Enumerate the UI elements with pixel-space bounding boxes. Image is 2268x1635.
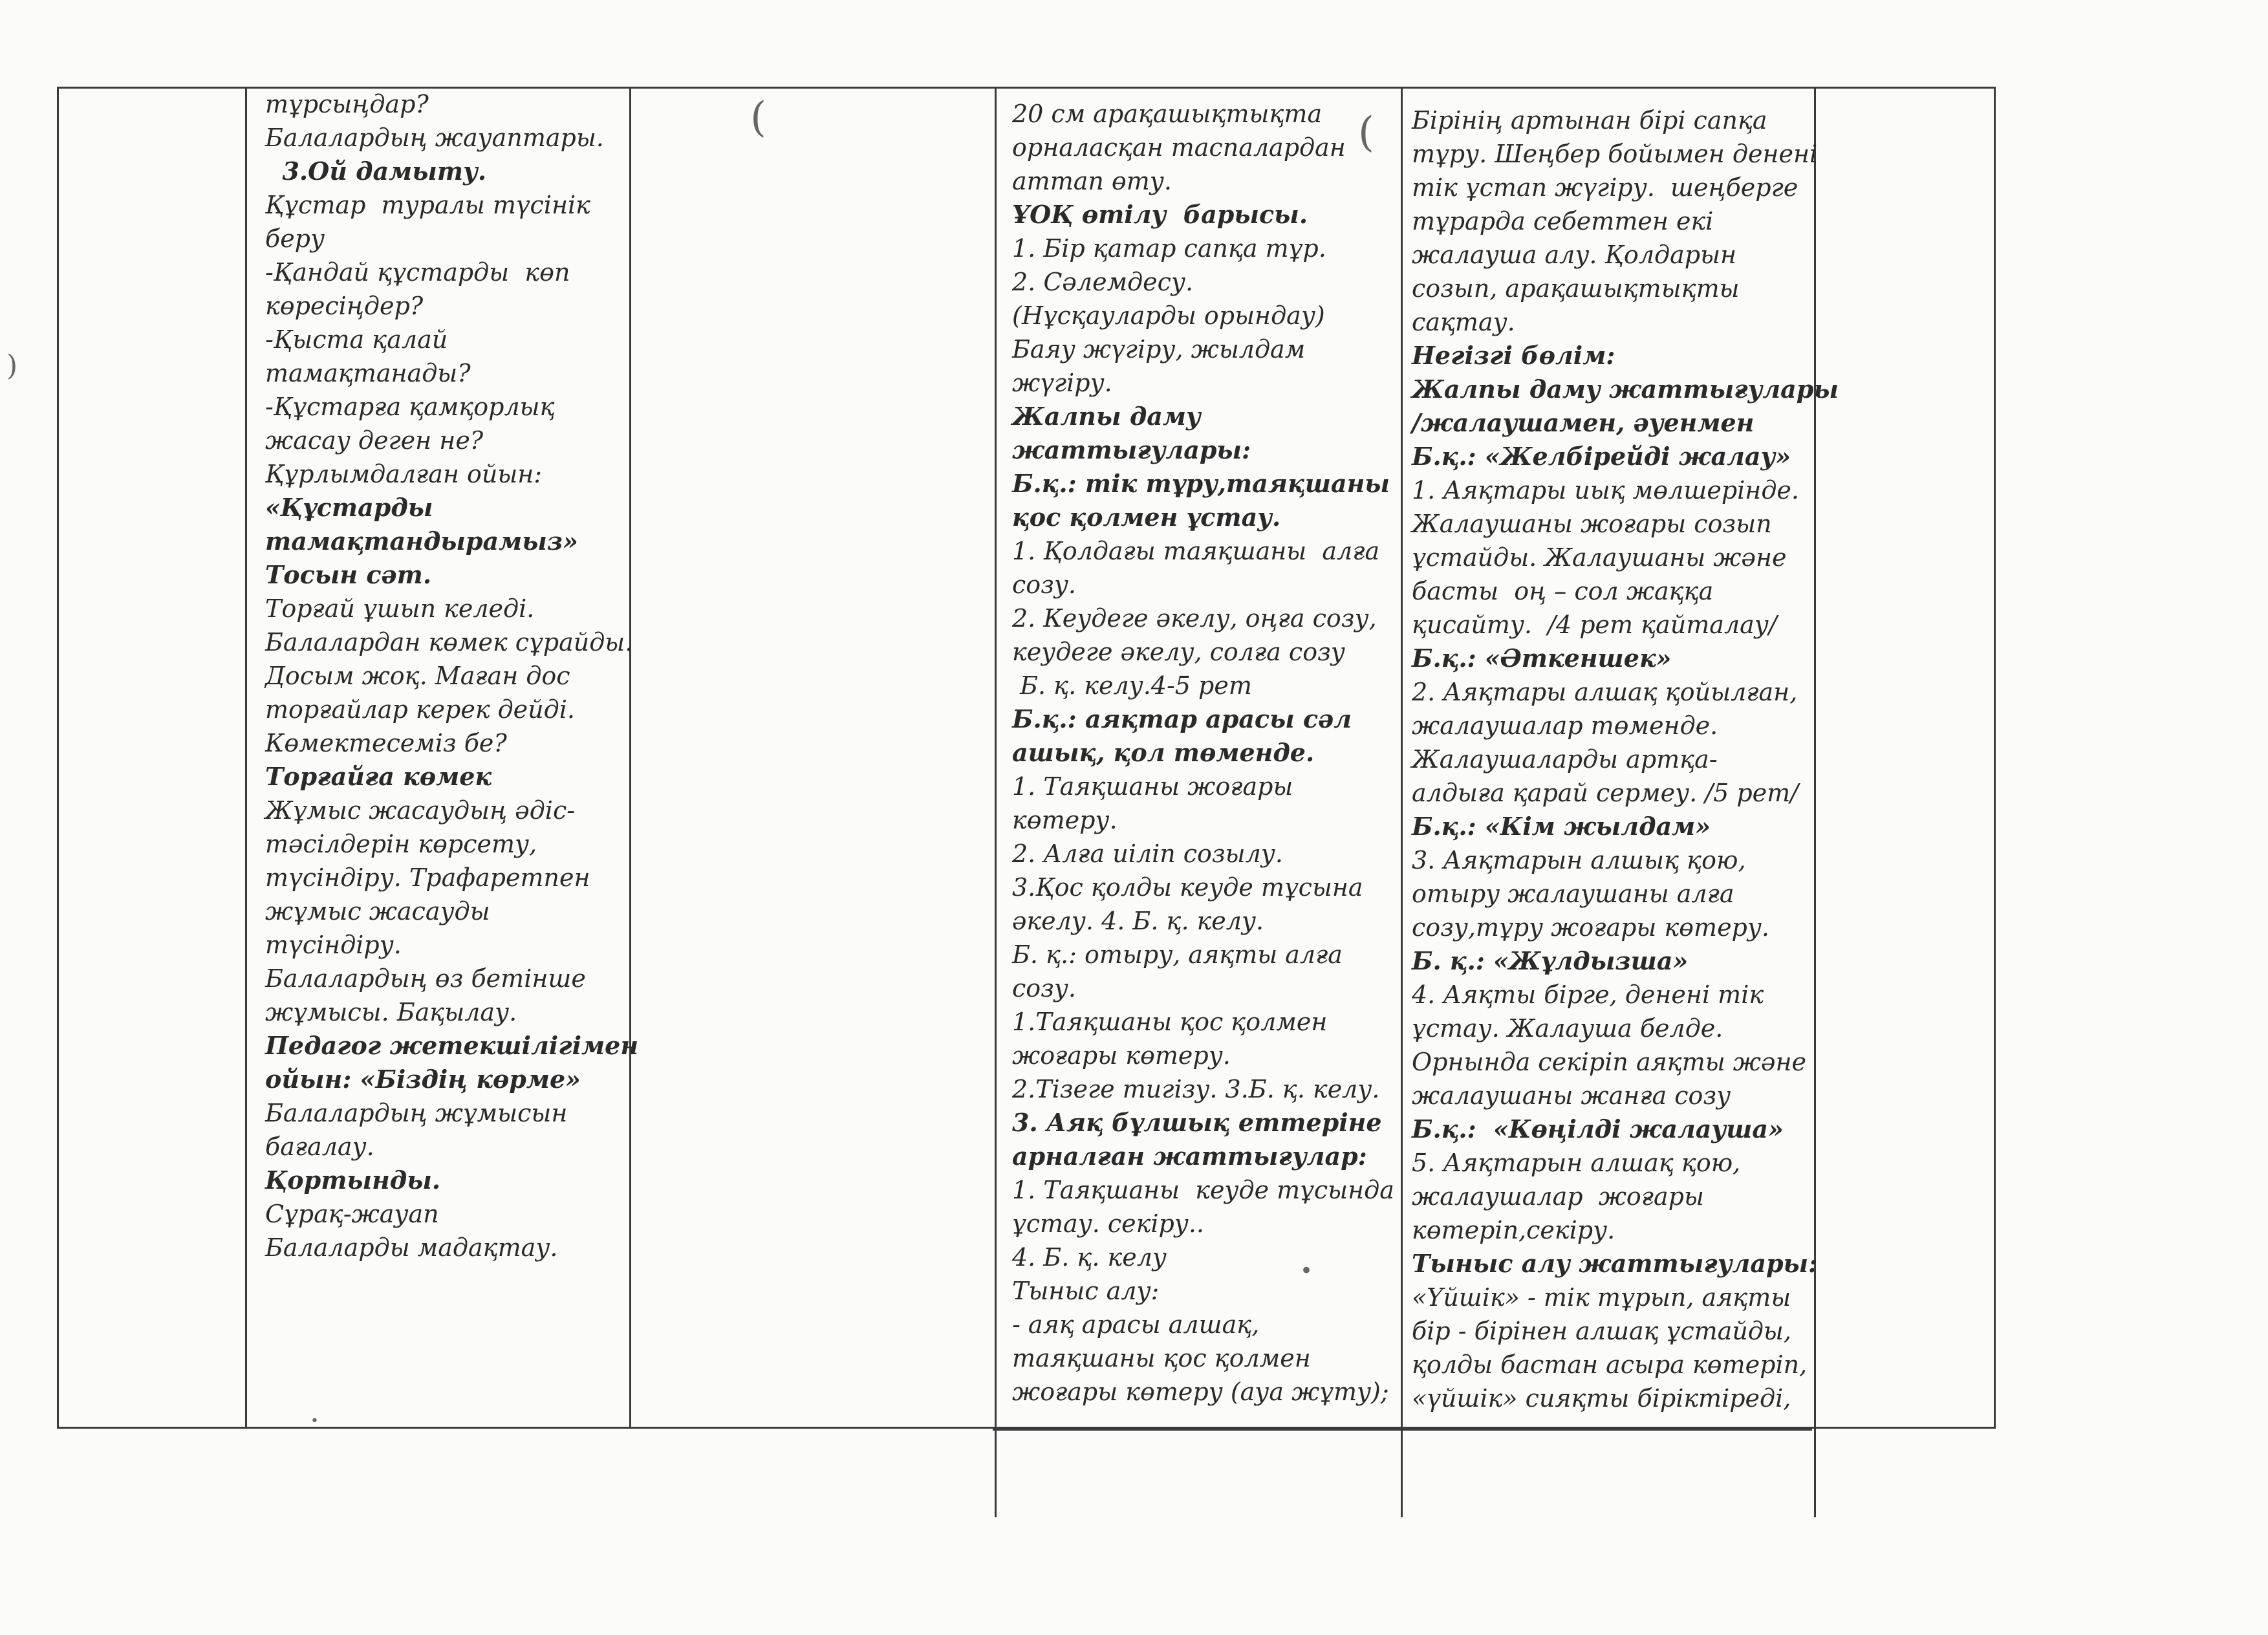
text-line: тамақтандырамыз»	[265, 526, 578, 556]
text-line: Торғайға көмек	[265, 762, 492, 791]
scan-mark-edge: )	[6, 349, 18, 382]
exercise-column-right	[1412, 103, 1839, 1415]
text-line: (Нұсқауларды орындау)	[1012, 301, 1325, 330]
text-line: торғайлар керек дейді.	[265, 695, 575, 724]
text-line: /жалаушамен, әуенмен	[1412, 408, 1755, 437]
text-line: Тыныс алу:	[1012, 1277, 1160, 1305]
text-line: аттап өту.	[1012, 167, 1172, 195]
text-line: Б.қ.: аяқтар арасы сәл	[1012, 704, 1352, 733]
text-line: жасау деген не?	[265, 426, 484, 455]
text-line: Тыныс алу жаттығулары:	[1412, 1249, 1818, 1278]
text-line: 1. Таяқшаны кеуде тұсында	[1012, 1176, 1394, 1204]
text-line: 2. Сәлемдесу.	[1012, 268, 1194, 296]
text-line: 2. Кеудеге әкелу, оңға созу,	[1012, 604, 1377, 633]
text-line: кеудеге әкелу, солға созу	[1012, 638, 1345, 666]
text-line: жаттығулары:	[1012, 435, 1251, 464]
text-line: 2. Алға иіліп созылу.	[1012, 839, 1283, 868]
scan-speck-2: •	[310, 1413, 319, 1429]
text-line: көресіңдер?	[265, 292, 424, 320]
text-line: Б. қ. келу.4-5 рет	[1012, 671, 1252, 700]
text-line: түсіндіру. Трафаретпен	[265, 863, 590, 892]
text-line: бір - бірінен алшақ ұстайды,	[1412, 1317, 1791, 1345]
scan-speck: •	[1300, 1258, 1313, 1284]
exercise-column-left	[1012, 97, 1394, 1409]
text-line: қос қолмен ұстау.	[1012, 503, 1281, 532]
text-line: созу,тұру жоғары көтеру.	[1412, 913, 1770, 942]
text-line: Жалпы даму	[1012, 402, 1201, 431]
text-line: жүгіру.	[1012, 369, 1112, 397]
text-line: Балаларды мадақтау.	[265, 1233, 558, 1262]
text-line: Б. қ.: отыру, аяқты алға	[1012, 940, 1343, 969]
text-line: ұстау. Жалауша белде.	[1412, 1014, 1723, 1043]
text-line: ашық, қол төменде.	[1012, 738, 1315, 767]
text-line: Б.қ.: «Желбірейді жалау»	[1412, 442, 1791, 471]
text-line: Көмектесеміз бе?	[265, 729, 507, 757]
text-line: Торғай ұшып келеді.	[265, 594, 535, 623]
text-line: Досым жоқ. Маған дос	[265, 662, 570, 690]
text-line: түсіндіру.	[265, 931, 402, 959]
teacher-activity-column	[265, 87, 638, 1264]
text-line: тамақтанады?	[265, 359, 471, 387]
text-line: Құрлымдалған ойын:	[265, 460, 543, 488]
text-line: тәсілдерін көрсету,	[265, 830, 537, 858]
column-divider-1	[245, 89, 247, 1427]
text-line: 4. Аяқты бірге, денені тік	[1412, 980, 1764, 1009]
text-line: Құстар туралы түсінік	[265, 191, 590, 219]
text-line: беру	[265, 224, 325, 253]
text-line: көтеру.	[1012, 806, 1118, 834]
text-line: 3.Ой дамыту.	[265, 157, 487, 186]
text-line: созып, арақашықтықты	[1412, 274, 1740, 303]
text-line: жалаушалар төменде.	[1412, 711, 1718, 740]
text-line: созу.	[1012, 570, 1077, 599]
scan-mark-bracket: (	[750, 94, 766, 142]
text-line: Орнында секіріп аяқты және	[1412, 1048, 1807, 1076]
text-line: Б.қ.: «Әткеншек»	[1412, 644, 1672, 673]
text-line: арналған жаттығулар:	[1012, 1142, 1367, 1171]
text-line: Баяу жүгіру, жылдам	[1012, 335, 1306, 363]
text-line: созу.	[1012, 974, 1077, 1002]
text-line: жұмысы. Бақылау.	[265, 998, 517, 1026]
text-line: Жалаушаны жоғары созып	[1412, 510, 1772, 538]
text-line: басты оң – сол жаққа	[1412, 577, 1714, 605]
text-line: 1. Аяқтары иық мөлшерінде.	[1412, 476, 1799, 504]
text-line: «Үйшік» - тік тұрып, аяқты	[1412, 1283, 1791, 1312]
text-line: 3. Аяқтарын алшық қою,	[1412, 846, 1746, 874]
text-line: -Қыста қалай	[265, 325, 448, 354]
text-line: жоғары көтеру (ауа жұту);	[1012, 1378, 1389, 1406]
text-line: қисайту. /4 рет қайталау/	[1412, 611, 1777, 639]
text-line: ҰОҚ өтілу барысы.	[1012, 200, 1308, 229]
text-line: әкелу. 4. Б. қ. келу.	[1012, 907, 1264, 935]
text-line: отыру жалаушаны алға	[1412, 880, 1734, 908]
text-line: жалаушаны жанға созу	[1412, 1081, 1731, 1110]
text-line: 2. Аяқтары алшақ қойылған,	[1412, 678, 1798, 706]
text-line: Б. қ.: «Жұлдызша»	[1412, 946, 1689, 975]
text-line: жоғары көтеру.	[1012, 1041, 1231, 1070]
text-line: Тосын сәт.	[265, 560, 432, 589]
text-line: Жұмыс жасаудың әдіс-	[265, 796, 576, 825]
text-line: 3.Қос қолды кеуде тұсына	[1012, 873, 1363, 902]
text-line: Балалардың жауаптары.	[265, 124, 604, 152]
table-bottom-extension	[993, 1429, 1812, 1431]
text-line: сақтау.	[1412, 308, 1515, 336]
text-line: алдыға қарай сермеу. /5 рет/	[1412, 779, 1798, 807]
text-line: Сұрақ-жауап	[265, 1200, 439, 1228]
text-line: 1. Таяқшаны жоғары	[1012, 772, 1293, 801]
text-line: қолды бастан асыра көтеріп,	[1412, 1350, 1808, 1379]
text-line: Балалардың жұмысын	[265, 1099, 568, 1127]
text-line: орналасқан таспалардан	[1012, 133, 1346, 162]
text-line: Жалпы даму жаттығулары	[1412, 374, 1839, 404]
scan-mark-bracket-2: (	[1358, 109, 1374, 157]
text-line: тұру. Шеңбер бойымен денені	[1412, 140, 1818, 168]
text-line: - аяқ арасы алшақ,	[1012, 1310, 1260, 1339]
text-line: Б.қ.: «Көңілді жалауша»	[1412, 1114, 1784, 1143]
text-line: ойын: «Біздің көрме»	[265, 1065, 581, 1094]
text-line: Балалардан көмек сұрайды.	[265, 628, 633, 656]
text-line: тұрсыңдар?	[265, 90, 429, 118]
text-line: бағалау.	[265, 1132, 374, 1161]
text-line: -Құстарға қамқорлық	[265, 393, 555, 421]
text-line: 5. Аяқтарын алшақ қою,	[1412, 1149, 1741, 1177]
text-line: көтеріп,секіру.	[1412, 1216, 1615, 1244]
text-line: жалаушалар жоғары	[1412, 1182, 1704, 1211]
column-divider-3	[995, 89, 997, 1517]
text-line: тік ұстап жүгіру. шеңберге	[1412, 173, 1798, 202]
text-line: Негізгі бөлім:	[1412, 341, 1615, 370]
text-line: Педагог жетекшілігімен	[265, 1031, 639, 1060]
text-line: «үйшік» сияқты біріктіреді,	[1412, 1384, 1791, 1413]
text-line: жұмыс жасауды	[265, 897, 490, 926]
text-line: Б.қ.: тік тұру,таяқшаны	[1012, 469, 1390, 498]
text-line: «Құстарды	[265, 493, 433, 522]
text-line: 1. Қолдағы таяқшаны алға	[1012, 537, 1380, 565]
text-line: 3. Аяқ бұлшық еттеріне	[1012, 1108, 1382, 1137]
text-line: ұстау. секіру..	[1012, 1209, 1205, 1238]
text-line: 4. Б. қ. келу	[1012, 1243, 1167, 1272]
text-line: 1. Бір қатар сапқа тұр.	[1012, 234, 1326, 263]
text-line: жалауша алу. Қолдарын	[1412, 241, 1737, 269]
text-line: 2.Тізеге тигізу. 3.Б. қ. келу.	[1012, 1075, 1380, 1103]
text-line: Жалаушаларды артқа-	[1412, 745, 1718, 774]
text-line: Қортынды.	[265, 1165, 441, 1195]
text-line: таяқшаны қос қолмен	[1012, 1344, 1311, 1372]
text-line: Бірінің артынан бірі сапқа	[1412, 106, 1767, 135]
text-line: Б.қ.: «Кім жылдам»	[1412, 812, 1711, 841]
text-line: 20 см арақашықтықта	[1012, 100, 1323, 128]
text-line: Балалардың өз бетінше	[265, 964, 586, 993]
text-line: 1.Таяқшаны қос қолмен	[1012, 1008, 1328, 1036]
text-line: -Қандай құстарды көп	[265, 258, 570, 287]
text-line: ұстайды. Жалаушаны және	[1412, 543, 1787, 572]
column-divider-4	[1401, 89, 1403, 1517]
text-line: тұрарда себеттен екі	[1412, 207, 1714, 235]
